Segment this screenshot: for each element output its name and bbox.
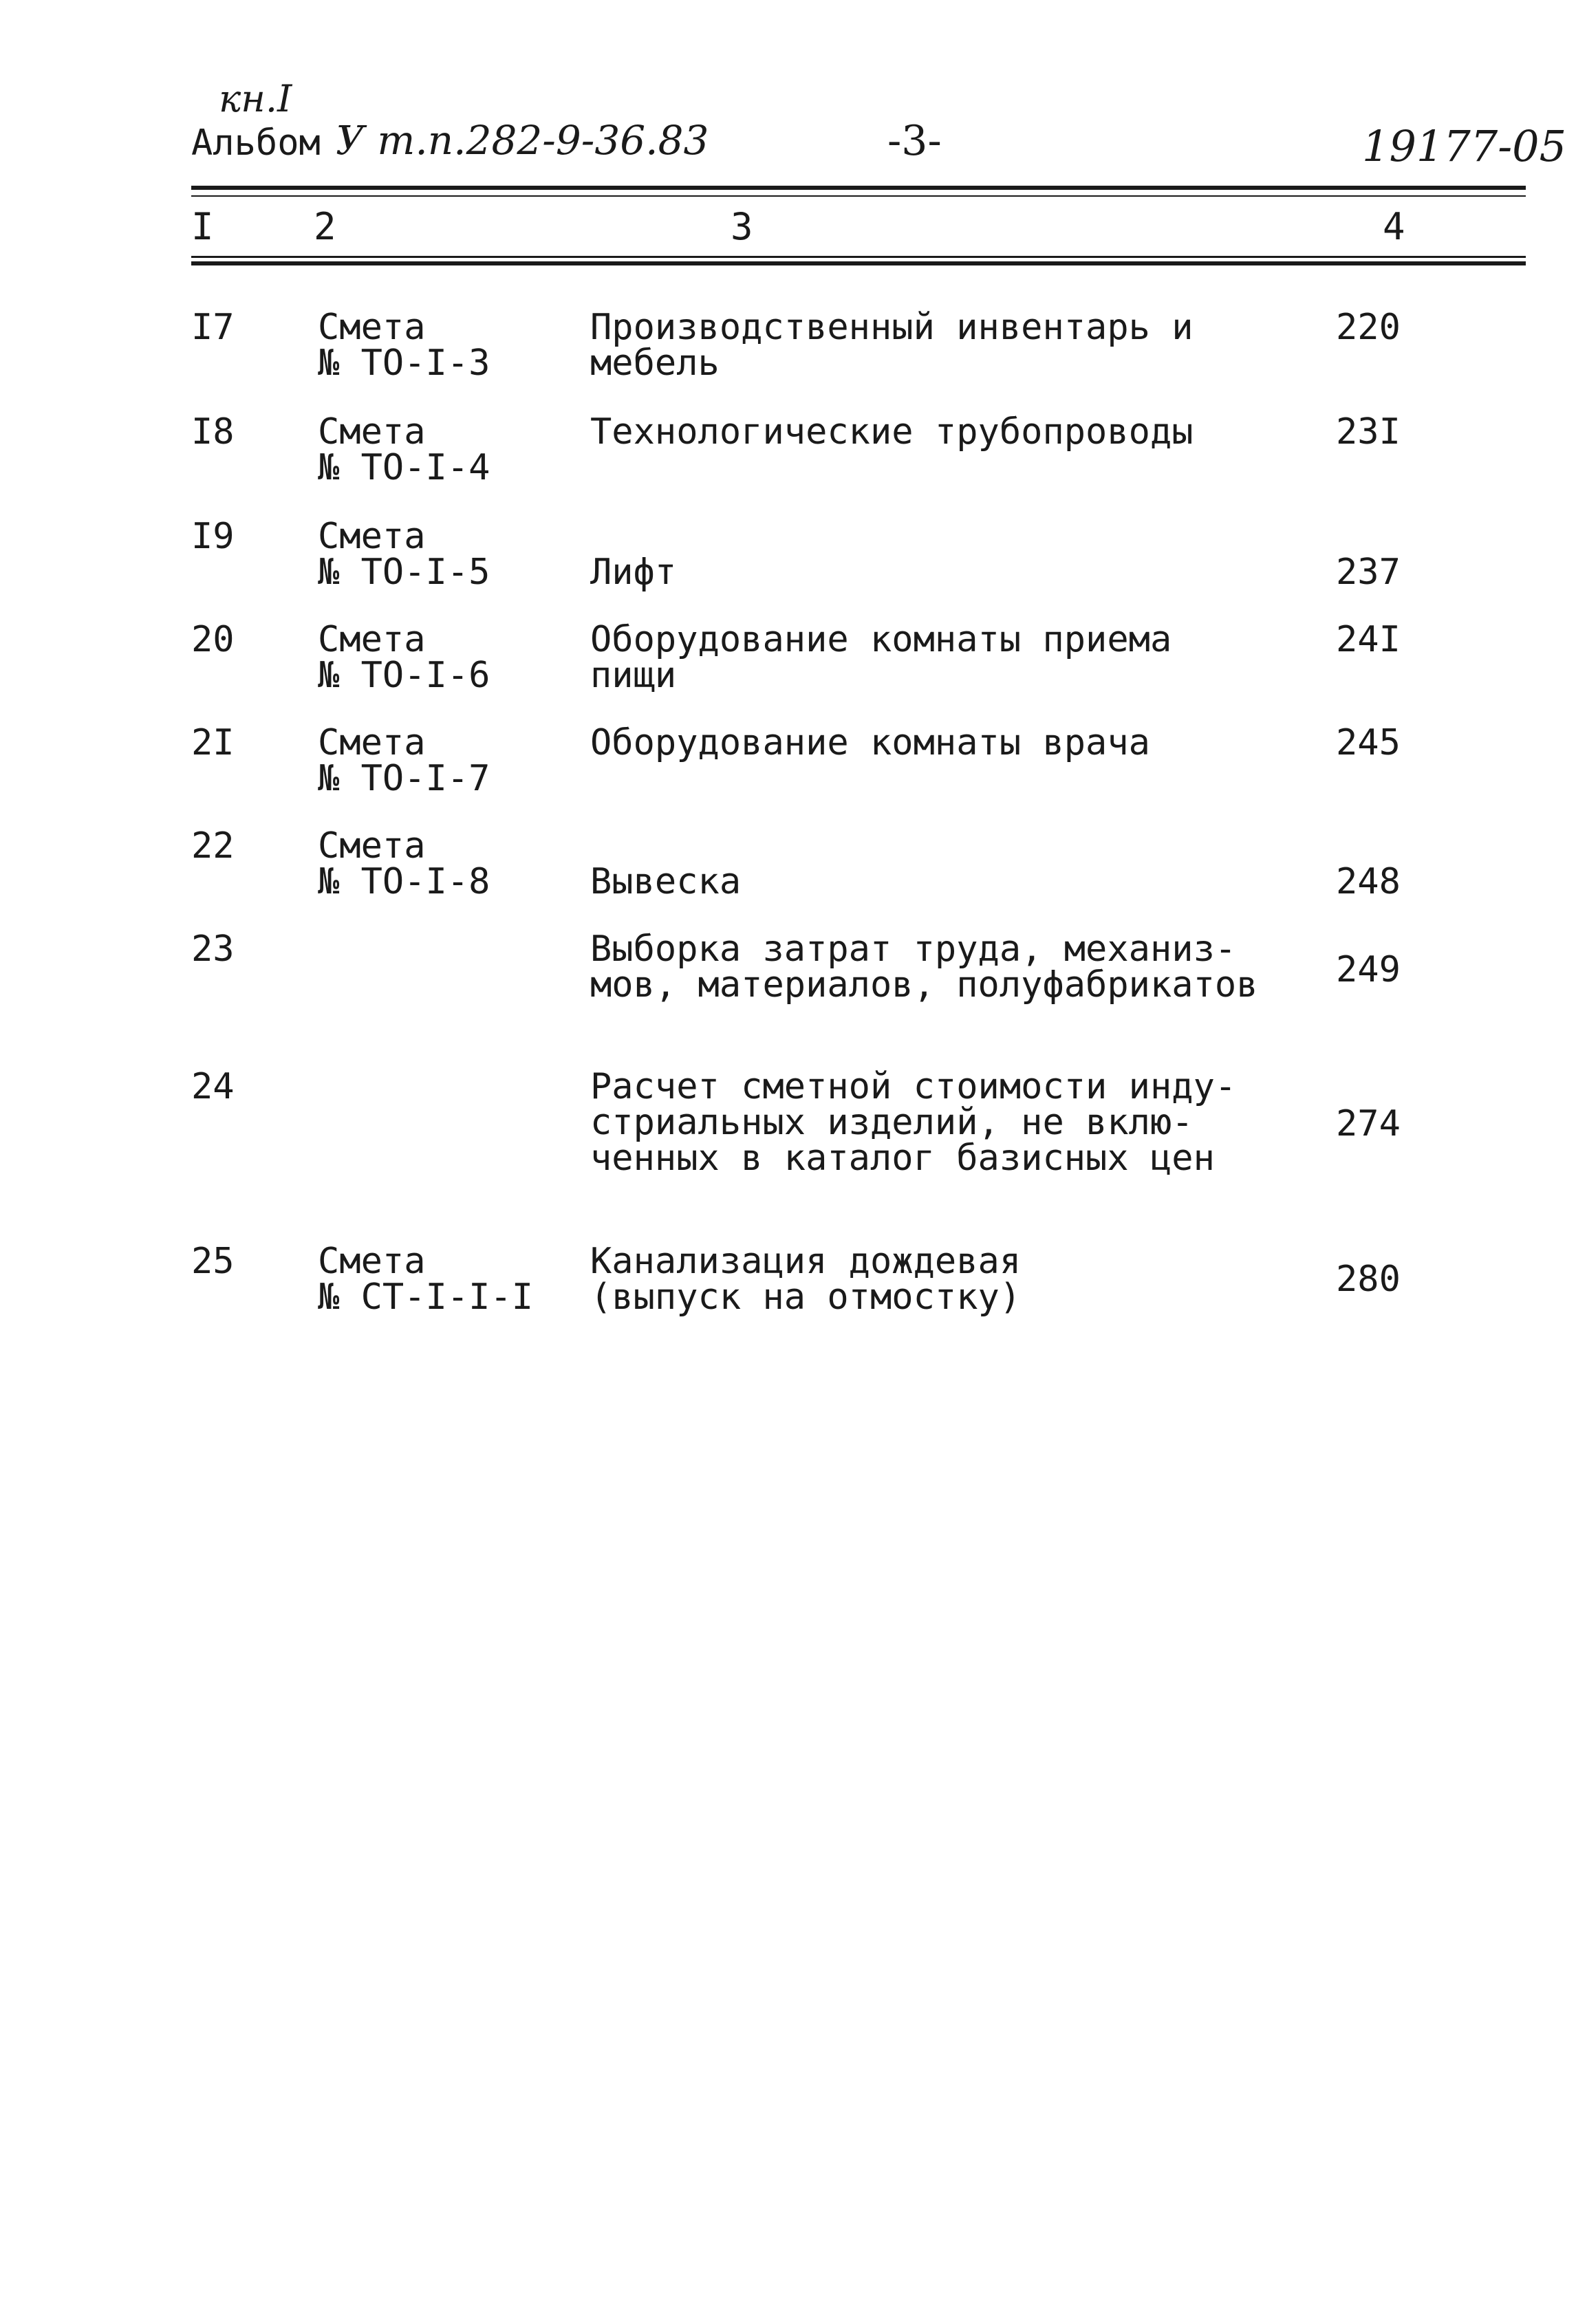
page-ref: 249	[1336, 949, 1401, 990]
page-ref: 23I	[1336, 411, 1401, 453]
title-line: Оборудование комнаты приема	[590, 619, 1172, 660]
book-mark: кн.I	[219, 77, 292, 120]
row-number: 2I	[191, 722, 235, 763]
column-3-header: 3	[731, 205, 753, 248]
header-rule-top-thin	[191, 195, 1526, 197]
header-rule-bottom	[191, 256, 1526, 258]
title-line: пищи	[590, 655, 677, 696]
page-ref: 245	[1336, 722, 1401, 763]
page-ref: 280	[1336, 1259, 1401, 1300]
album-label: Альбом	[191, 122, 321, 164]
document-number: 19177-05	[1362, 121, 1567, 171]
page-ref: 220	[1336, 307, 1401, 348]
column-2-header: 2	[314, 205, 336, 248]
page-ref	[1336, 828, 1401, 900]
estimate-label: Смета	[318, 722, 426, 763]
estimate-ref	[318, 722, 490, 799]
estimate-ref	[318, 825, 490, 902]
row-number: I9	[191, 516, 235, 557]
estimate-ref	[318, 307, 490, 384]
estimate-code: № СТ-I-I-I	[318, 1277, 534, 1318]
estimate-code: № ТО-I-4	[318, 447, 490, 488]
header-rule-bottom-thick	[191, 261, 1526, 265]
estimate-label: Смета	[318, 1241, 426, 1282]
estimate-ref	[318, 411, 490, 488]
title-line: мов, материалов, полуфабрикатов	[590, 964, 1258, 1006]
estimate-code: № ТО-I-7	[318, 758, 490, 799]
estimate-label: Смета	[318, 825, 426, 867]
row-title	[590, 828, 741, 900]
title-line: Производственный инвентарь и	[590, 307, 1194, 348]
estimate-ref	[318, 1241, 534, 1318]
estimate-label: Смета	[318, 411, 426, 453]
title-line: Выборка затрат труда, механиз-	[590, 928, 1237, 970]
row-title	[590, 411, 1194, 453]
title-line: Оборудование комнаты врача	[590, 722, 1150, 763]
estimate-ref	[318, 619, 490, 696]
row-number: 20	[191, 619, 235, 660]
column-4-header: 4	[1383, 205, 1405, 248]
page-ref	[1336, 519, 1401, 593]
estimate-label: Смета	[318, 307, 426, 348]
estimate-code: № ТО-I-3	[318, 343, 490, 384]
page-number-value: 237	[1336, 552, 1401, 593]
estimate-label: Смета	[318, 619, 426, 660]
row-number: 25	[191, 1241, 235, 1282]
page-ref: 274	[1336, 1103, 1401, 1144]
row-number: 23	[191, 928, 235, 970]
estimate-label: Смета	[318, 516, 426, 557]
title-line: Вывеска	[590, 861, 742, 902]
row-title	[590, 519, 677, 593]
page-number-value: 248	[1336, 861, 1401, 902]
row-title	[590, 307, 1194, 384]
title-line: (выпуск на отмостку)	[590, 1277, 1022, 1318]
estimate-ref	[318, 516, 490, 593]
row-number: I7	[191, 307, 235, 348]
title-line: Технологические трубопроводы	[590, 411, 1194, 453]
title-line: мебель	[590, 343, 720, 384]
row-title	[590, 1066, 1237, 1179]
title-line: ченных в каталог базисных цен	[590, 1138, 1215, 1179]
row-number: 22	[191, 825, 235, 867]
row-number: I8	[191, 411, 235, 453]
title-line: стриальных изделий, не вклю-	[590, 1102, 1194, 1143]
header-rule-top	[191, 186, 1526, 190]
row-number: 24	[191, 1066, 235, 1107]
title-line: Лифт	[590, 552, 677, 593]
title-line: Расчет сметной стоимости инду-	[590, 1066, 1237, 1107]
estimate-code: № ТО-I-6	[318, 655, 490, 696]
row-title	[590, 928, 1258, 1006]
row-title	[590, 1241, 1022, 1318]
page-number: -3-	[887, 117, 942, 165]
estimate-code: № ТО-I-5	[318, 552, 490, 593]
album-code: У т.п.282-9-36.83	[336, 117, 709, 164]
row-title	[590, 722, 1150, 763]
row-title	[590, 619, 1172, 696]
title-line: Канализация дождевая	[590, 1241, 1022, 1282]
page-ref: 24I	[1336, 619, 1401, 660]
estimate-code: № ТО-I-8	[318, 861, 490, 902]
column-1-header: I	[191, 205, 214, 248]
